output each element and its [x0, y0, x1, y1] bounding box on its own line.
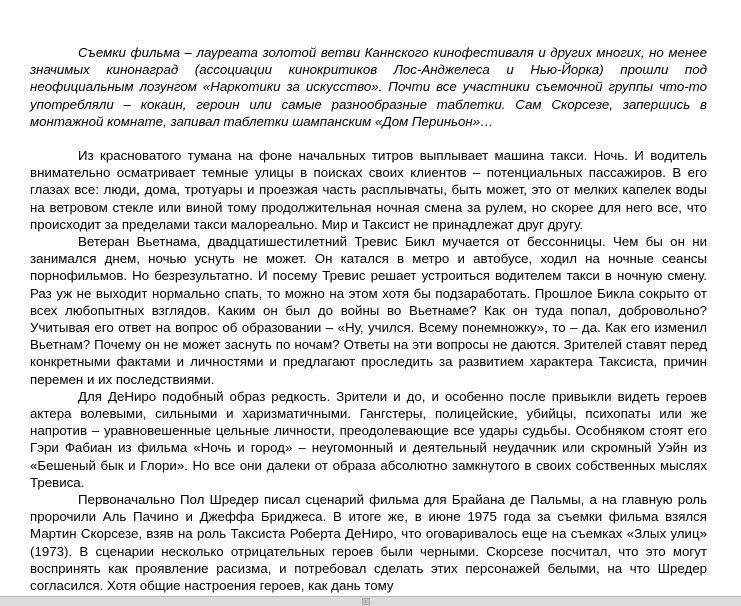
body-paragraph: Для ДеНиро подобный образ редкость. Зрители и до, и особенно после привыкли видеть героев актера волевыми, сильными и харизматичными. Гангстеры, полицейские, убийцы, психопаты или же напротив – уравновешенные цельные личности, преодолевающие все удары судьбы. Особняком стоят его Гэри Фабиан из фильма «Ночь и город» – неугомонный и деятельный неудачник или скромный Уэйн из «Бешеный бык и Глори». Но все они далеки от образа абсолютно замкнутого в своих собственных мыслях Тревиса.: [30, 388, 707, 490]
horizontal-scrollbar[interactable]: [0, 596, 741, 606]
body-paragraph: Первоначально Пол Шредер писал сценарий фильма для Брайана де Пальмы, а на главную роль пророчили Аль Пачино и Джеффа Бриджеса. В итоге же, в июне 1975 года за съемки фильма взялся Мартин Скорсезе, взяв на роль Таксиста Роберта ДеНиро, что оговаривалось еще на съемках «Злых улиц» (1973). В сценарии несколько отрицательных героев были черными. Скорсезе посчитал, что это могут воспринять как проявление расизма, и потребовал сделать этих персонажей белыми, на что Шредер согласился. Хотя общие настроения героев, как дань тому: [30, 492, 707, 594]
body-paragraph: Ветеран Вьетнама, двадцатишестилетний Тревис Бикл мучается от бессонницы. Чем бы он ни занимался днем, ночью уснуть не может. Он катался в метро и автобусе, ходил на ночные сеансы порнофильмов. Но безрезультатно. И посему Тревис решает устроиться водителем такси в ночную смену. Раз уж не выходит нормально спать, то можно на этом хотя бы подзаработать. Прошлое Бикла сокрыто от всех любопытных взглядов. Каким он был до войны во Вьетнаме? Как он туда попал, добровольно? Учитывая его ответ на вопрос об образовании – «Ну, учился. Всему понемножку», то – да. Как его изменил Вьетнам? Почему он не может заснуть по ночам? Ответы на эти вопросы не даются. Зрителей ставят перед конкретными фактами и личностями и предлагают проследить за развитием характера Таксиста, причин перемен и их последствиями.: [30, 234, 707, 387]
body-paragraph: Из красноватого тумана на фоне начальных титров выплывает машина такси. Ночь. И водитель внимательно осматривает темные улицы в поисках своих клиентов – потенциальных пассажиров. В его глазах все: люди, дома, тротуары и проезжая часть расплывчаты, быть может, это от мелких капелек воды на ветровом стекле или виной тому продолжительная ночная смена за рулем, но скорее для него все, что происходит за пределами такси малореально. Мир и Таксист не принадлежат друг другу.: [30, 148, 707, 232]
epigraph-paragraph: Съемки фильма – лауреата золотой ветви Каннского кинофестиваля и других многих, но менее значимых кинонаград (ассоциации кинокритиков Лос-Анджелеса и Нью-Йорка) прошли под неофициальным лозунгом «Наркотики за искусство». Почти все участники съемочной группы что-то употребляли – кокаин, героин или самые разнообразные таблетки. Сам Скорсезе, запершись в монтажной комнате, запивал таблетки шампанским «Дом Периньон»…: [30, 45, 707, 129]
document-body: [30, 44, 707, 594]
scrollbar-thumb[interactable]: [362, 598, 370, 605]
